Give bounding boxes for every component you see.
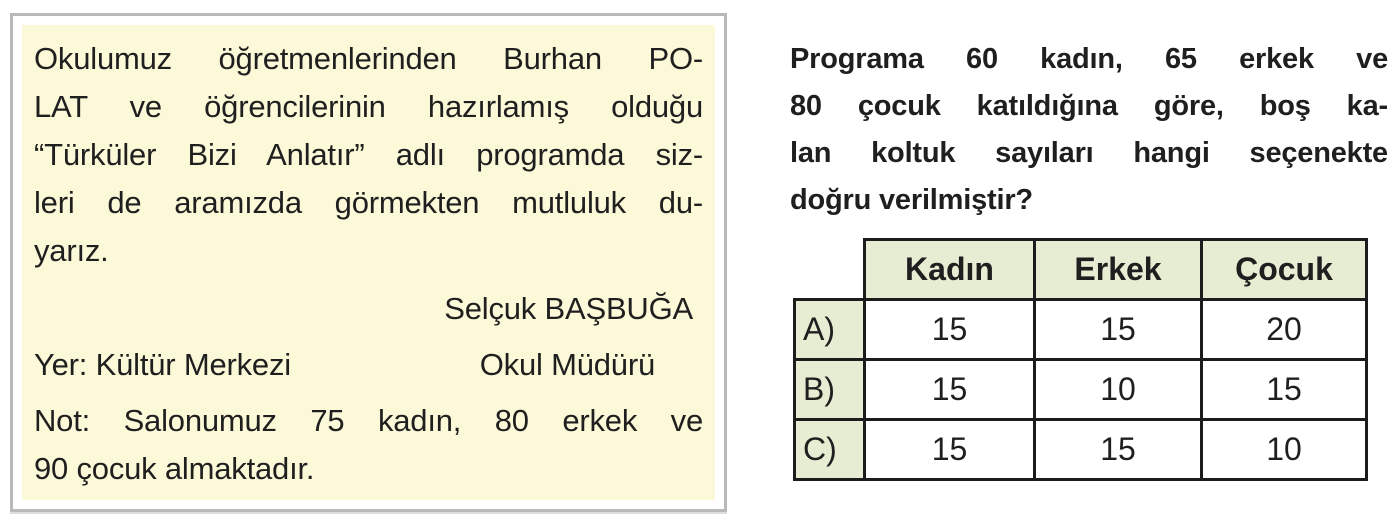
invitation-line: leri de aramızda görmekten mutluluk du- bbox=[34, 185, 703, 220]
invitation-panel-inner bbox=[22, 25, 715, 500]
invitation-line: Okulumuz öğretmenlerinden Burhan PO- bbox=[34, 41, 703, 76]
invitation-panel bbox=[10, 13, 727, 512]
question-line: lan koltuk sayıları hangi seçenekte bbox=[790, 137, 1388, 169]
cell-value: 20 bbox=[1202, 300, 1367, 360]
note-text bbox=[34, 397, 703, 493]
table-row-option-c bbox=[795, 420, 1367, 480]
cell-value: 10 bbox=[1035, 360, 1202, 420]
column-header-kadin: Kadın bbox=[865, 240, 1035, 300]
question-line: Programa 60 kadın, 65 erkek ve bbox=[790, 43, 1388, 75]
cell-value: 15 bbox=[1202, 360, 1367, 420]
cell-value: 15 bbox=[1035, 300, 1202, 360]
column-header-erkek: Erkek bbox=[1035, 240, 1202, 300]
cell-value: 15 bbox=[865, 300, 1035, 360]
question-line: doğru verilmiştir? bbox=[790, 184, 1033, 216]
row-label: C) bbox=[795, 420, 865, 480]
invitation-text bbox=[34, 35, 703, 275]
cell-value: 15 bbox=[865, 420, 1035, 480]
signature-name: Selçuk BAŞBUĞA bbox=[444, 291, 693, 326]
signature-title: Okul Müdürü bbox=[479, 347, 655, 382]
invitation-line: LAT ve öğrencilerinin hazırlamış olduğu bbox=[34, 89, 703, 124]
table-row-option-a bbox=[795, 300, 1367, 360]
row-label: A) bbox=[795, 300, 865, 360]
table-header-row bbox=[795, 240, 1367, 300]
question-text bbox=[790, 36, 1388, 224]
invitation-line: “Türküler Bizi Anlatır” adlı programda siz- bbox=[34, 137, 703, 172]
cell-value: 15 bbox=[865, 360, 1035, 420]
answer-table bbox=[793, 238, 1368, 481]
table-corner-cell bbox=[795, 240, 865, 300]
row-label: B) bbox=[795, 360, 865, 420]
column-header-cocuk: Çocuk bbox=[1202, 240, 1367, 300]
note-line: Not: Salonumuz 75 kadın, 80 erkek ve bbox=[34, 403, 703, 438]
venue-label: Yer: Kültür Merkezi bbox=[34, 347, 291, 382]
cell-value: 15 bbox=[1035, 420, 1202, 480]
table-row-option-b bbox=[795, 360, 1367, 420]
venue-row bbox=[34, 341, 703, 389]
note-line: 90 çocuk almaktadır. bbox=[34, 451, 315, 486]
question-line: 80 çocuk katıldığına göre, boş ka- bbox=[790, 90, 1388, 122]
invitation-line: yarız. bbox=[34, 233, 109, 268]
cell-value: 10 bbox=[1202, 420, 1367, 480]
